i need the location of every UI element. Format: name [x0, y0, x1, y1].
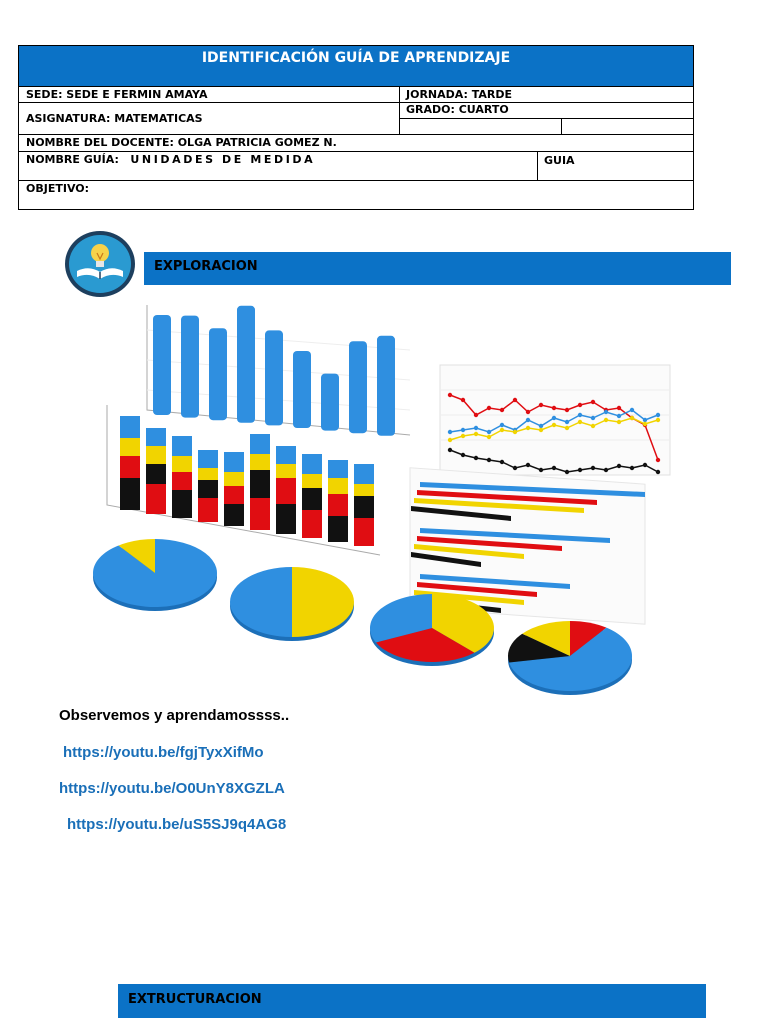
- bar-segment: [276, 446, 296, 464]
- series-point: [617, 464, 621, 468]
- series-point: [630, 408, 634, 412]
- series-point: [448, 438, 452, 442]
- series-point: [656, 418, 660, 422]
- series-point: [591, 466, 595, 470]
- series-point: [630, 466, 634, 470]
- sede-field: SEDE: SEDE E FERMIN AMAYA: [26, 88, 208, 101]
- bar-segment: [302, 488, 322, 510]
- bar-segment: [172, 490, 192, 518]
- bar: [293, 351, 311, 428]
- bar-segment: [354, 496, 374, 518]
- series-point: [513, 466, 517, 470]
- series-point: [604, 410, 608, 414]
- bar: [377, 336, 395, 436]
- bar-segment: [120, 478, 140, 510]
- series-point: [643, 422, 647, 426]
- series-point: [461, 428, 465, 432]
- series-point: [552, 416, 556, 420]
- series-point: [604, 418, 608, 422]
- line-chart: [440, 365, 670, 475]
- series-point: [656, 458, 660, 462]
- series-point: [591, 424, 595, 428]
- bar-segment: [146, 484, 166, 514]
- bar: [209, 328, 227, 420]
- table-title: IDENTIFICACIÓN GUÍA DE APRENDIZAJE: [19, 46, 693, 86]
- bar-segment: [224, 504, 244, 526]
- bar-segment: [276, 504, 296, 534]
- bar-segment: [302, 474, 322, 488]
- divider: [399, 118, 693, 119]
- series-point: [500, 408, 504, 412]
- docente-field: NOMBRE DEL DOCENTE: OLGA PATRICIA GOMEZ N.: [26, 136, 337, 149]
- series-point: [617, 406, 621, 410]
- series-point: [578, 413, 582, 417]
- bar: [181, 316, 199, 418]
- divider: [19, 134, 693, 135]
- bar-segment: [120, 438, 140, 456]
- bar-segment: [354, 518, 374, 546]
- series-point: [461, 434, 465, 438]
- series-point: [578, 403, 582, 407]
- series-point: [591, 416, 595, 420]
- series-point: [500, 460, 504, 464]
- bar-segment: [250, 498, 270, 530]
- intro-text: Observemos y aprendamossss..: [59, 707, 290, 724]
- divider: [19, 86, 693, 87]
- video-link-3[interactable]: https://youtu.be/uS5SJ9q4AG8: [67, 816, 287, 833]
- series-point: [448, 430, 452, 434]
- series-point: [539, 468, 543, 472]
- series-point: [487, 406, 491, 410]
- bar-segment: [224, 472, 244, 486]
- series-point: [617, 420, 621, 424]
- bar-segment: [146, 428, 166, 446]
- series-point: [474, 456, 478, 460]
- bar-segment: [328, 460, 348, 478]
- series-point: [552, 466, 556, 470]
- series-point: [526, 410, 530, 414]
- pie-slice: [230, 567, 292, 637]
- series-point: [487, 458, 491, 462]
- asignatura-field: ASIGNATURA: MATEMATICAS: [26, 112, 203, 125]
- series-point: [461, 453, 465, 457]
- bar-segment: [198, 450, 218, 468]
- series-point: [487, 430, 491, 434]
- charts-illustration: [85, 300, 685, 700]
- bar-segment: [172, 472, 192, 490]
- series-point: [487, 435, 491, 439]
- jornada-field: JORNADA: TARDE: [406, 88, 512, 101]
- divider: [19, 180, 693, 181]
- series-point: [656, 470, 660, 474]
- bar-segment: [250, 434, 270, 454]
- guia-name-label: NOMBRE GUÍA:: [26, 153, 119, 166]
- series-point: [552, 406, 556, 410]
- bar: [237, 306, 255, 423]
- bar-segment: [198, 498, 218, 522]
- bar: [265, 330, 283, 425]
- bar-segment: [120, 456, 140, 478]
- series-point: [474, 413, 478, 417]
- series-point: [565, 420, 569, 424]
- bar-segment: [146, 464, 166, 484]
- bar-segment: [328, 516, 348, 542]
- series-point: [526, 418, 530, 422]
- bar-segment: [328, 478, 348, 494]
- bar: [153, 315, 171, 415]
- series-point: [630, 416, 634, 420]
- series-point: [526, 463, 530, 467]
- grado-field: GRADO: CUARTO: [406, 103, 509, 116]
- bar: [349, 341, 367, 433]
- series-point: [513, 398, 517, 402]
- bar-segment: [224, 486, 244, 504]
- series-point: [539, 403, 543, 407]
- series-point: [565, 426, 569, 430]
- stacked-bar-chart: [107, 405, 380, 555]
- exploracion-banner: [144, 252, 731, 285]
- bar-segment: [276, 478, 296, 504]
- bar-segment: [120, 416, 140, 438]
- estructuracion-label: EXTRUCTURACION: [128, 992, 262, 1007]
- guia-name-value: UNIDADES DE MEDIDA: [130, 153, 316, 166]
- pie-slice: [292, 567, 354, 637]
- guia-field: GUIA: [544, 154, 575, 167]
- series-point: [578, 468, 582, 472]
- series-point: [448, 393, 452, 397]
- bar-segment: [172, 456, 192, 472]
- series-point: [448, 448, 452, 452]
- estructuracion-banner: [118, 984, 706, 1018]
- series-point: [500, 423, 504, 427]
- lightbulb-book-icon: [65, 231, 135, 297]
- identification-table: [18, 45, 694, 210]
- series-point: [513, 430, 517, 434]
- series-point: [565, 408, 569, 412]
- series-point: [578, 420, 582, 424]
- bar: [321, 374, 339, 431]
- bar-segment: [354, 484, 374, 496]
- bar-segment: [302, 454, 322, 474]
- series-point: [474, 432, 478, 436]
- guia-name-field: [19, 153, 315, 167]
- divider: [561, 118, 562, 134]
- series-point: [604, 468, 608, 472]
- divider: [19, 151, 693, 152]
- bar-segment: [224, 452, 244, 472]
- bar-segment: [276, 464, 296, 478]
- blue-bar-chart: [147, 305, 410, 436]
- series-point: [526, 426, 530, 430]
- series-point: [552, 423, 556, 427]
- series-point: [474, 426, 478, 430]
- video-link-2[interactable]: https://youtu.be/O0UnY8XGZLA: [59, 780, 285, 797]
- video-link-1[interactable]: https://youtu.be/fgjTyxXifMo: [63, 744, 264, 761]
- bar-segment: [302, 510, 322, 538]
- bar-segment: [328, 494, 348, 516]
- bar-segment: [250, 454, 270, 470]
- bar-segment: [198, 468, 218, 480]
- bar-segment: [146, 446, 166, 464]
- series-point: [500, 428, 504, 432]
- bar-segment: [354, 464, 374, 484]
- series-point: [643, 463, 647, 467]
- series-point: [539, 424, 543, 428]
- divider: [19, 102, 693, 103]
- series-point: [539, 428, 543, 432]
- bar-segment: [172, 436, 192, 456]
- series-point: [591, 400, 595, 404]
- series-point: [565, 470, 569, 474]
- bar-segment: [250, 470, 270, 498]
- series-point: [617, 414, 621, 418]
- objetivo-field: OBJETIVO:: [26, 182, 90, 195]
- series-point: [656, 413, 660, 417]
- exploracion-label: EXPLORACION: [154, 259, 258, 274]
- bar-segment: [198, 480, 218, 498]
- series-point: [643, 418, 647, 422]
- series-point: [461, 398, 465, 402]
